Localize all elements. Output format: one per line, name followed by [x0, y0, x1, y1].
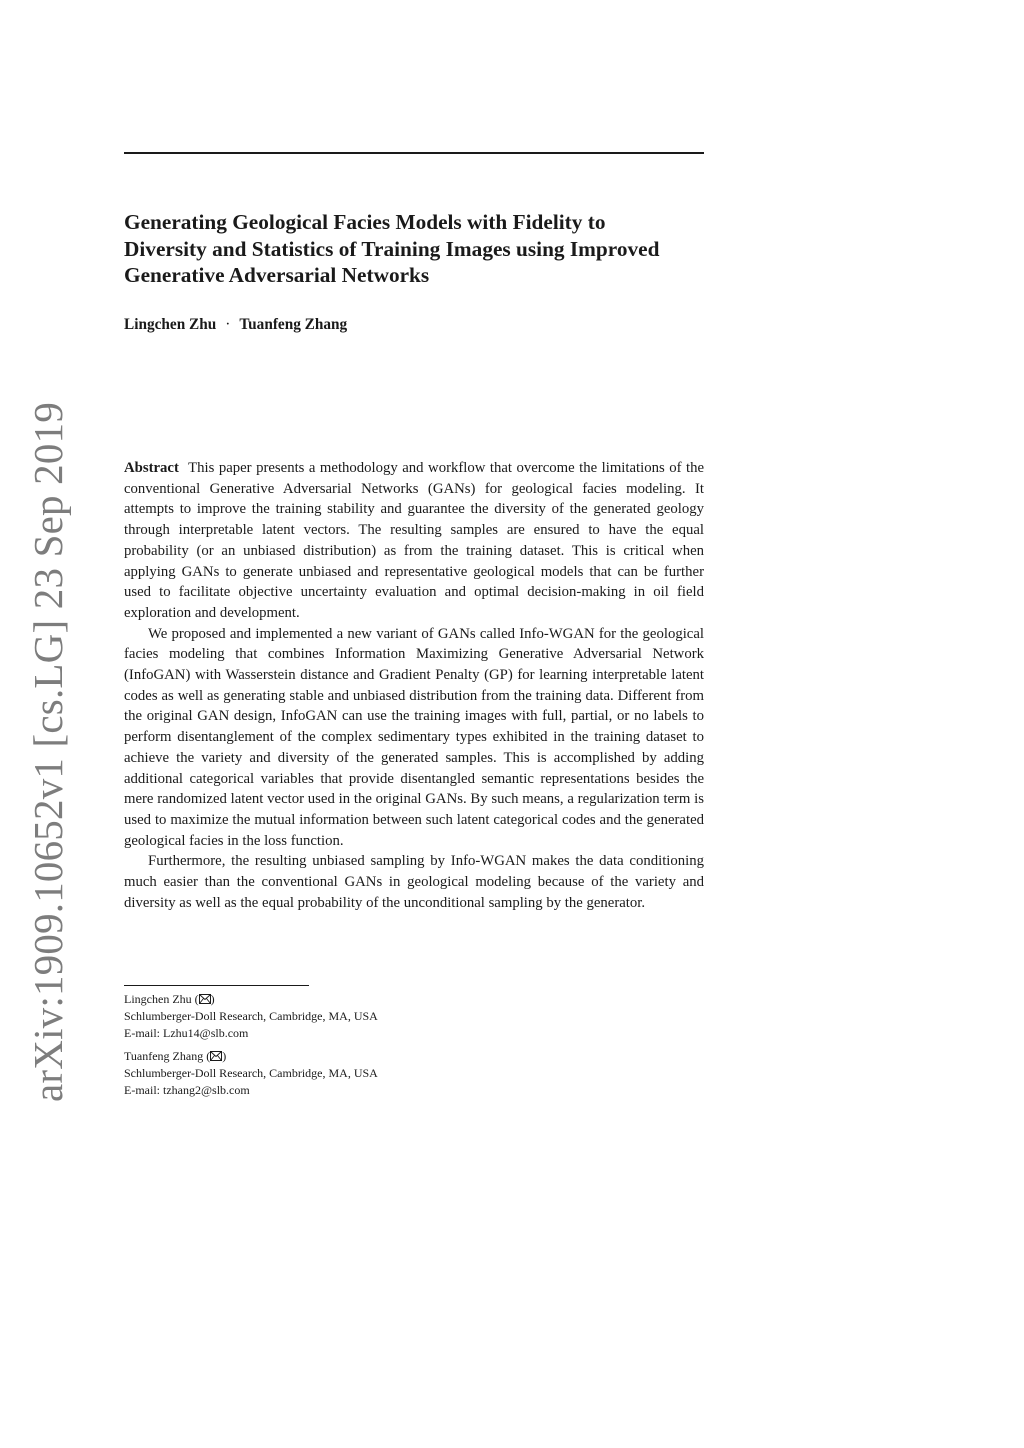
arxiv-identifier[interactable]: arXiv:1909.10652v1 [cs.LG] 23 Sep 2019 — [25, 402, 71, 1102]
footnote-name-line: Tuanfeng Zhang ( ) — [124, 1048, 378, 1065]
top-rule — [124, 152, 704, 154]
author-1: Lingchen Zhu — [124, 316, 217, 333]
abstract-section — [124, 458, 704, 913]
abstract-paragraph-1 — [124, 458, 704, 624]
footnote-author-2 — [124, 1048, 378, 1098]
abstract-text-1: This paper presents a methodology and workflow that overcome the limitations of the conventional Generative Adversarial Networks (GANs) for geological facies modeling. It attempts to improve the training stability and guarantee the diversity of the generated geology through interpretable latent vectors. The resulting samples are ensured to have the equal probability (or an unbiased distribution) as from the training dataset. This is critical when applying GANs to generate unbiased and representative geological models that can be further used to facilitate objective uncertainty evaluation and optimal decision-making in oil field exploration and development. — [124, 460, 705, 621]
abstract-paragraph-2: We proposed and implemented a new variant of GANs called Info-WGAN for the geological facies modeling that combines Information Maximizing Generative Adversarial Network (InfoGAN) with Wasserstein distance and Gradient Penalty (GP) for learning interpretable latent codes as well as generating stable and unbiased distribution from the training data. Different from the original GAN design, InfoGAN can use the training images with full, partial, or no labels to perform disentanglement of the complex sedimentary types exhibited in the training dataset to achieve the variety and diversity of the generated samples. This is accomplished by adding additional categorical variables that provide disentangled semantic representations besides the mere randomized latent vector used in the original GANs. By such means, a regularization term is used to maximize the mutual information between such latent categorical codes and the generated geological facies in the loss function. — [124, 625, 704, 849]
author-list — [124, 316, 347, 334]
title-line-3: Generative Adversarial Networks — [124, 263, 430, 287]
author-separator: · — [225, 316, 231, 333]
abstract-label: Abstract — [124, 460, 179, 476]
footnote-name-line: Lingchen Zhu ( ) — [124, 991, 378, 1008]
footnote-author-1 — [124, 991, 378, 1041]
title-line-2: Diversity and Statistics of Training Images using Improved — [124, 236, 660, 261]
footnote-affiliation: Schlumberger-Doll Research, Cambridge, MA, USA — [124, 1066, 378, 1081]
footnote-email[interactable]: E-mail: tzhang2@slb.com — [124, 1082, 250, 1097]
footnote-email[interactable]: E-mail: Lzhu14@slb.com — [124, 1025, 249, 1040]
title-line-1: Generating Geological Facies Models with Fidelity to — [124, 210, 606, 234]
mail-icon — [199, 992, 211, 1008]
footnote-name: Lingchen Zhu — [124, 992, 192, 1006]
footnote-name: Tuanfeng Zhang — [124, 1049, 204, 1063]
author-2: Tuanfeng Zhang — [239, 316, 348, 333]
footnote-rule — [124, 985, 309, 986]
paper-title — [124, 209, 724, 289]
abstract-paragraph-3: Furthermore, the resulting unbiased sampling by Info-WGAN makes the data conditioning much easier than the conventional GANs in geological modeling because of the variety and diversity as well as the equal probability of the unconditional sampling by the generator. — [124, 853, 704, 911]
mail-icon — [210, 1049, 222, 1065]
footnote-affiliation: Schlumberger-Doll Research, Cambridge, MA, USA — [124, 1009, 378, 1024]
